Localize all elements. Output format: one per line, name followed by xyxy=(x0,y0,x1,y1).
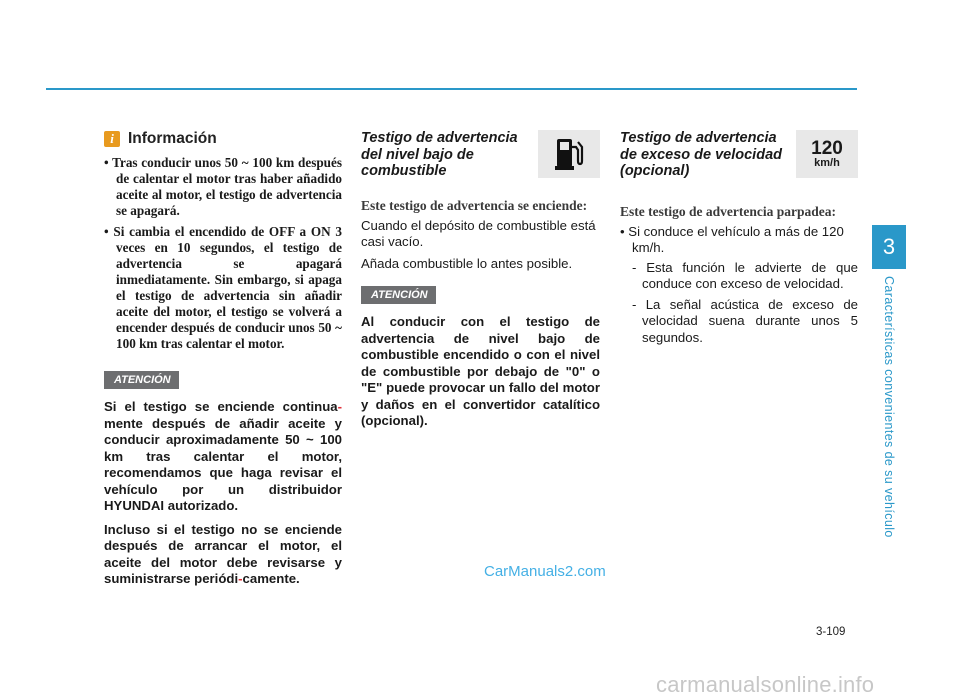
header-rule xyxy=(46,88,857,90)
speed-icon-unit: km/h xyxy=(814,157,840,169)
fuel-section-title: Testigo de advertencia del nivel bajo de combustible xyxy=(361,130,518,179)
footer-watermark: carmanualsonline.info xyxy=(656,672,875,697)
speed-icon-label xyxy=(811,139,843,169)
fuel-section-header xyxy=(361,130,600,180)
speed-section-title: Testigo de advertencia de exceso de velocidad (opcional) xyxy=(620,130,782,179)
hyphen-mark: - xyxy=(238,571,243,586)
caution-tag-wrap xyxy=(104,370,342,389)
chapter-tab[interactable]: 3 xyxy=(872,225,906,269)
caution-paragraph xyxy=(104,522,342,588)
speed-dash-item: - Esta función le advierte de que conduce con exceso de velocidad. xyxy=(632,259,858,291)
caution-text: mente después de añadir aceite y conducir aproximadamente 50 ~ 100 km tras calentar el motor, recomendamos que haga revisar el vehículo por un distribuidor HYUNDAI autorizado. xyxy=(104,415,342,513)
caution-text: Incluso si el testigo no se enciende después de arrancar el motor, el aceite del motor debe revisarse y suministrarse periódi xyxy=(104,521,342,586)
speed-section-header xyxy=(620,130,858,180)
caution-tag: ATENCIÓN xyxy=(361,286,436,304)
chapter-title-vertical xyxy=(872,276,906,538)
fuel-pump-glyph xyxy=(554,137,584,171)
caution-tag-wrap xyxy=(361,285,600,304)
hyphen-mark: - xyxy=(337,399,342,414)
caution-tag: ATENCIÓN xyxy=(104,371,179,389)
fuel-caution-text: Al conducir con el testigo de advertencia de nivel bajo de combustible encendido o con el nivel de combustible por debajo de "0" o "E" puede provocar un fallo del motor y daños en el convertidor catalítico (opcional). xyxy=(361,314,600,428)
info-bullet: • Tras conducir unos 50 ~ 100 km después de calentar el motor tras haber añadido aceite al motor, el testigo de advertencia se apagará. xyxy=(104,155,342,218)
fuel-subheading: Este testigo de advertencia se enciende: xyxy=(361,197,588,213)
speed-dash-item: - La señal acústica de exceso de velocidad suena durante unos 5 segundos. xyxy=(632,296,858,345)
page-number: 3-109 xyxy=(816,626,846,638)
column-information xyxy=(104,130,342,588)
info-title: Información xyxy=(128,130,217,147)
fuel-pump-icon xyxy=(538,130,600,178)
info-bullet: • Si cambia el encendido de OFF a ON 3 veces en 10 segundos, el testigo de advertencia se apagará inmediatamente. Sin embargo, si apaga el testigo de advertencia sin añadir aceite del motor, el testigo se volverá a encender después de conducir unos 50 ~ 100 km tras calentar el motor. xyxy=(104,224,342,351)
caution-paragraph xyxy=(104,399,342,515)
chapter-title-text: Características convenientes de su vehículo xyxy=(882,276,896,538)
speed-subheading: Este testigo de advertencia parpadea: xyxy=(620,203,836,219)
caution-text: camente. xyxy=(242,571,300,586)
fuel-line: Añada combustible lo antes posible. xyxy=(361,255,573,271)
info-icon: i xyxy=(104,131,120,147)
speed-bullet: • Si conduce el vehículo a más de 120 km/h. xyxy=(620,223,844,255)
speed-120-icon xyxy=(796,130,858,178)
column-speed-warning xyxy=(620,130,858,346)
watermark-link[interactable]: CarManuals2.com xyxy=(484,563,606,580)
column-fuel-warning xyxy=(361,130,600,430)
speed-icon-number: 120 xyxy=(811,138,843,159)
caution-text: Si el testigo se enciende continua xyxy=(104,399,338,414)
fuel-line: Cuando el depósito de combustible está casi vacío. xyxy=(361,217,596,249)
info-header xyxy=(104,130,342,148)
